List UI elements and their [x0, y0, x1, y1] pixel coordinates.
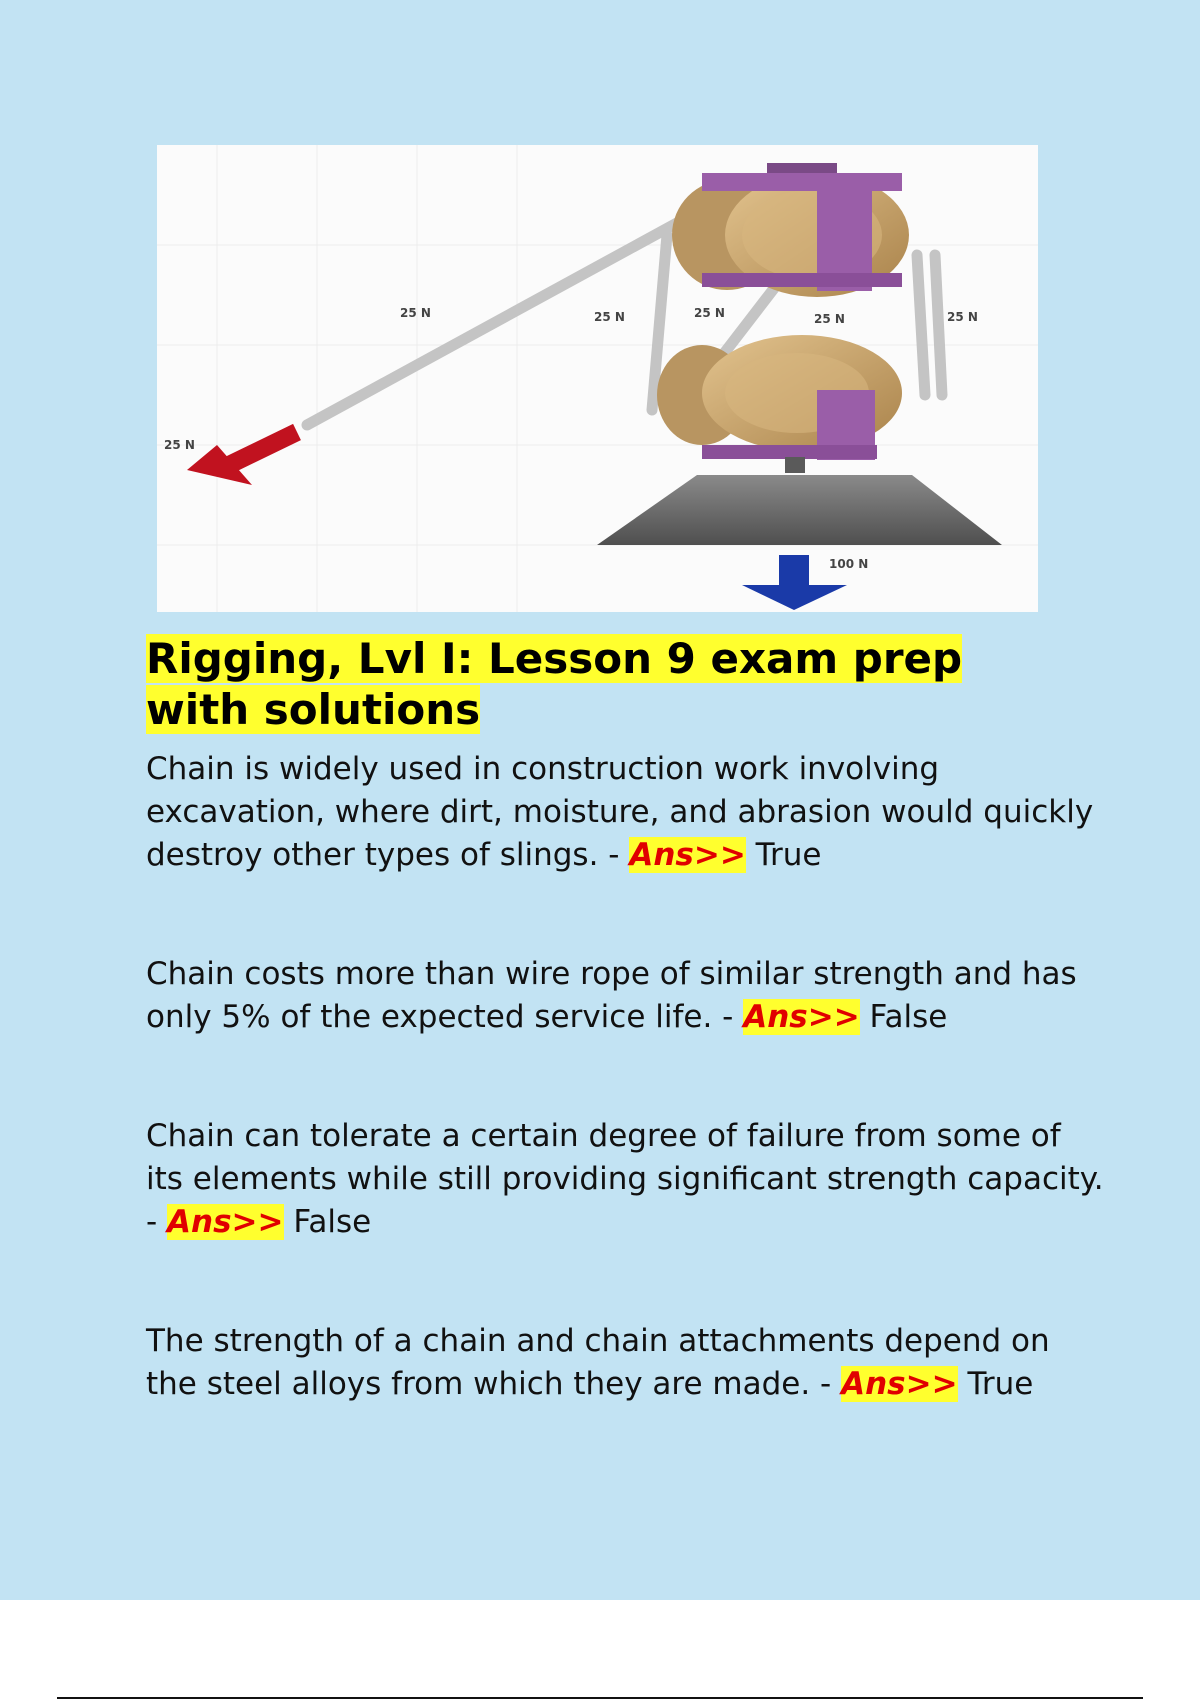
pulley-diagram-image	[157, 145, 1038, 612]
pull-arrow	[187, 432, 297, 485]
question-item	[146, 1320, 1106, 1406]
answer-marker: Ans>>	[167, 1204, 284, 1240]
pulley-diagram	[157, 145, 1038, 612]
answer-value: False	[869, 999, 948, 1035]
force-label: 25 N	[814, 312, 845, 326]
answer-value: True	[755, 837, 822, 873]
force-label: 25 N	[947, 310, 978, 324]
answer-marker: Ans>>	[743, 999, 860, 1035]
answer-value: False	[293, 1204, 372, 1240]
question-text: The strength of a chain and chain attachments depend on the steel alloys from which they are made. -	[146, 1323, 1050, 1402]
answer-value: True	[967, 1366, 1034, 1402]
question-item	[146, 953, 1106, 1039]
force-label: 25 N	[164, 438, 195, 452]
answer-marker: Ans>>	[629, 837, 746, 873]
answer-marker: Ans>>	[841, 1366, 958, 1402]
question-item	[146, 748, 1106, 877]
force-label: 25 N	[594, 310, 625, 324]
question-text: Chain costs more than wire rope of similar strength and has only 5% of the expected service life. -	[146, 956, 1077, 1035]
question-item	[146, 1115, 1106, 1244]
question-text: Chain can tolerate a certain degree of failure from some of its elements while still providing significant strength capacity. -	[146, 1118, 1104, 1240]
load-weight	[597, 475, 1002, 545]
load-label: 100 N	[829, 557, 869, 571]
page-title	[146, 633, 1046, 735]
title-text: Rigging, Lvl I: Lesson 9 exam prep with solutions	[146, 634, 963, 734]
force-label: 25 N	[400, 306, 431, 320]
force-label: 25 N	[694, 306, 725, 320]
question-text: Chain is widely used in construction work involving excavation, where dirt, moisture, and abrasion would quickly destroy other types of slings. -	[146, 751, 1094, 873]
lower-pulley-block	[657, 335, 902, 473]
footer-divider	[57, 1697, 1143, 1699]
ceiling-mount	[767, 163, 837, 173]
upper-pulley-block	[672, 173, 909, 297]
